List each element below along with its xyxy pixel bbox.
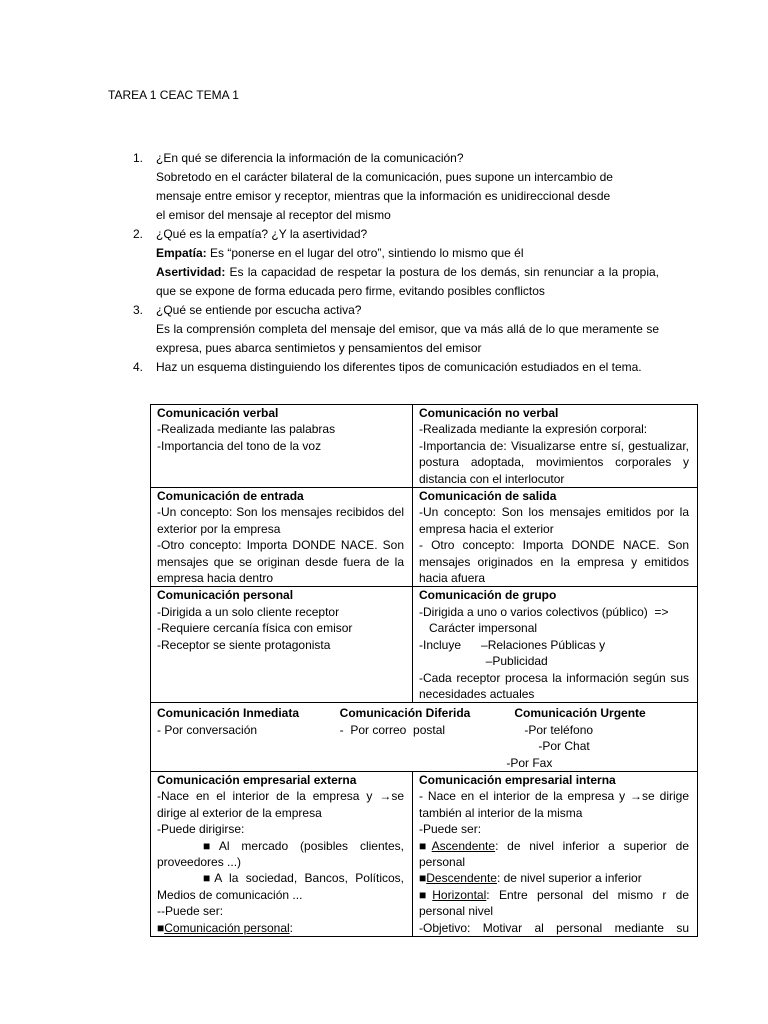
cell-line: -Dirigida a uno o varios colectivos (público) =>	[419, 604, 669, 619]
cell-heading: Comunicación empresarial externa	[157, 772, 357, 787]
cell-paragraph: -Cada receptor procesa la información según sus necesidades actuales	[419, 670, 689, 701]
cell-heading: Comunicación empresarial interna	[419, 772, 616, 787]
question-number: 3.	[133, 303, 144, 317]
cell-verbal	[151, 405, 413, 488]
term-text: : Entre personal del mismo r de personal nivel	[419, 887, 689, 919]
cell-line: - Por conversación	[157, 722, 258, 737]
empatia-text: Es “ponerse en el lugar del otro”, sintiendo lo mismo que él	[206, 246, 524, 260]
bullet-icon: ■	[157, 920, 165, 935]
cell-paragraph	[419, 887, 689, 920]
asertividad-text: Es la capacidad de respetar la postura de los demás, sin renunciar a la propia, que se expone de forma educada pero firme, evitando posibles conflictos	[156, 265, 659, 298]
cell-heading: Comunicación no verbal	[419, 406, 559, 420]
cell-personal	[151, 587, 413, 703]
col-diferida	[332, 705, 515, 771]
col-urgente	[506, 705, 689, 771]
bullet-icon: ■	[419, 871, 427, 886]
document-title: TAREA 1 CEAC TEMA 1	[108, 88, 239, 102]
table-row	[151, 405, 698, 488]
cell-line: -Realizada mediante las palabras	[157, 422, 336, 437]
answer-line: el emisor del mensaje al receptor del mismo	[156, 208, 391, 222]
question-4	[133, 358, 659, 377]
cell-paragraph: -Importancia de: Visualizarse entre sí, gestualizar, postura adoptada, movimientos corporales y distancia con el interlocutor	[419, 438, 689, 486]
empatia-label: Empatía:	[156, 246, 207, 260]
cell-line: -Realizada mediante la expresión corporal:	[419, 422, 648, 437]
answer-asertividad	[156, 263, 659, 301]
cell-line: -Por teléfono	[524, 722, 594, 737]
bullet-icon: ■	[419, 887, 433, 902]
cell-paragraph: - Otro concepto: Importa DONDE NACE. Son mensajes originados en la empresa y emitidos hacia afuera	[419, 538, 689, 586]
cell-heading: Comunicación Inmediata	[157, 706, 300, 721]
cell-entrada	[151, 488, 413, 587]
cell-line: -Incluye –Relaciones Públicas y	[419, 637, 606, 652]
term-text: : de nivel superior a inferior	[496, 871, 642, 886]
cell-paragraph: ■Al mercado (posibles clientes, proveedores ...)	[157, 838, 404, 869]
colon: :	[289, 920, 293, 935]
underlined-term: Descendente	[426, 871, 497, 886]
underlined-term: Horizontal	[432, 887, 487, 902]
underlined-term: Comunicación personal	[164, 920, 290, 935]
table-row	[151, 703, 698, 772]
cell-paragraph: -Otro concepto: Importa DONDE NACE. Son mensajes que se originan desde fuera de la empresa hacia dentro	[157, 538, 404, 586]
cell-paragraph: -Un concepto: Son los mensajes emitidos por la empresa hacia el exterior	[419, 505, 689, 536]
cell-line: -Por Fax	[506, 755, 553, 770]
cell-heading: Comunicación de grupo	[419, 588, 557, 603]
question-text: Haz un esquema distinguiendo los diferentes tipos de comunicación estudiados en el tema.	[156, 360, 642, 374]
answer-line: mensaje entre emisor y receptor, mientras que la información es unidireccional desde	[156, 189, 611, 203]
question-1	[133, 149, 659, 225]
question-text: ¿En qué se diferencia la información de la comunicación?	[156, 151, 464, 165]
question-number: 4.	[133, 360, 144, 374]
cell-line: - Por correo postal	[339, 722, 446, 737]
cell-paragraph: -Un concepto: Son los mensajes recibidos del exterior por la empresa	[157, 505, 404, 536]
cell-line: -Receptor se siente protagonista	[157, 637, 331, 652]
cell-paragraph: ■A la sociedad, Bancos, Políticos, Medios de comunicación ...	[157, 871, 404, 902]
answer-empatia	[156, 244, 659, 263]
cell-heading: Comunicación Urgente	[514, 706, 646, 721]
cell-line	[157, 920, 404, 936]
cell-line: -Dirigida a un solo cliente receptor	[157, 604, 340, 619]
cell-line: -Objetivo: Motivar al personal mediante su	[419, 920, 689, 935]
cell-heading: Comunicación verbal	[157, 406, 279, 420]
cell-line: --Puede ser:	[157, 904, 224, 919]
asertividad-label: Asertividad:	[156, 265, 226, 279]
cell-line: -Importancia del tono de la voz	[157, 438, 322, 453]
cell-paragraph: -Nace en el interior de la empresa y →se dirige al exterior de la empresa	[157, 789, 404, 820]
cell-line: –Publicidad	[419, 654, 548, 669]
table-row	[151, 771, 698, 936]
answer-text: Es la comprensión completa del mensaje del emisor, que va más allá de lo que meramente se expresa, pues abarca sentimietos y pensamientos del emisor	[156, 322, 659, 355]
cell-salida	[413, 488, 698, 587]
bullet-icon: ■	[419, 838, 432, 853]
cell-heading: Comunicación personal	[157, 588, 294, 603]
cell-heading: Comunicación de salida	[419, 489, 557, 504]
cell-heading: Comunicación de entrada	[157, 489, 304, 504]
cell-line	[419, 870, 689, 886]
cell-externa	[151, 771, 413, 936]
question-3	[133, 301, 659, 358]
cell-paragraph: - Nace en el interior de la empresa y →se dirige también al interior de la misma	[419, 789, 689, 820]
cell-timing	[151, 703, 698, 772]
question-list	[133, 149, 659, 377]
cell-line: Carácter impersonal	[419, 621, 538, 636]
underlined-term: Ascendente	[431, 838, 496, 853]
table-row	[151, 488, 698, 587]
question-number: 1.	[133, 151, 144, 165]
cell-line: -Puede dirigirse:	[157, 822, 245, 837]
question-2	[133, 225, 659, 301]
cell-interna	[413, 771, 698, 936]
cell-line: -Requiere cercanía física con emisor	[157, 621, 353, 636]
question-text: ¿Qué es la empatía? ¿Y la asertividad?	[156, 227, 368, 241]
question-number: 2.	[133, 227, 144, 241]
question-text: ¿Qué se entiende por escucha activa?	[156, 303, 362, 317]
term-text: : de nivel inferior a superior de personal	[419, 838, 690, 869]
cell-paragraph	[419, 838, 689, 871]
cell-line: -Por Chat	[538, 739, 590, 754]
cell-no-verbal	[413, 405, 698, 488]
communication-types-table	[150, 404, 698, 937]
cell-grupo	[413, 587, 698, 703]
cell-heading: Comunicación Diferida	[339, 706, 471, 721]
answer-line: Sobretodo en el carácter bilateral de la comunicación, pues supone un intercambio de	[156, 170, 613, 184]
cell-line: -Puede ser:	[419, 822, 482, 837]
col-inmediata	[157, 705, 332, 771]
table-row	[151, 587, 698, 703]
